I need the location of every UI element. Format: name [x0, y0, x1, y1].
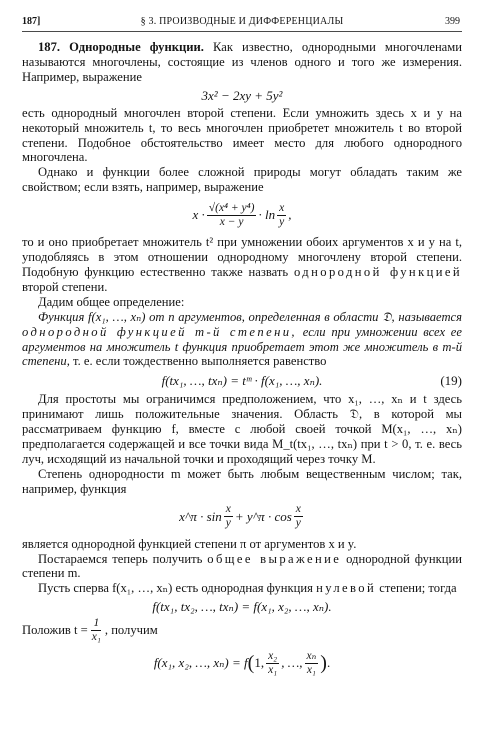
section-number: 187. — [38, 40, 61, 54]
header-chapter-title: § 3. ПРОИЗВОДНЫЕ И ДИФФЕРЕНЦИАЛЫ — [140, 16, 344, 27]
formula-root-prefix: x · — [192, 207, 205, 223]
formula-root-expression — [22, 195, 462, 235]
fraction-last-2-numerator: xₙ — [306, 649, 317, 662]
fraction-pi-2-denominator: y — [295, 517, 301, 530]
formula-last-part-b: 1, — [254, 655, 265, 671]
intro-text: Как известно, однородными многочленами называются многочлены, состоящие из членов одного и того же измерения. Например, выражение — [22, 40, 462, 84]
fraction-pi-1 — [224, 503, 233, 530]
formula-19-number: (19) — [440, 373, 462, 389]
try-text-a: Постараемся теперь получить — [38, 551, 203, 566]
formula-polynomial: 3x² − 2xy + 5y² — [201, 87, 283, 103]
fraction-last-1 — [266, 650, 279, 677]
fraction-root-denominator: x − y — [219, 215, 244, 228]
running-header — [22, 13, 462, 32]
page-body — [22, 40, 462, 683]
then-text-a: то и оно приобретает множитель t² при умножении обоих аргументов x и y на t, уподобляясь в этом отношении однородному многочлену второй степени. Подобную функцию естественно также назвать — [22, 235, 462, 279]
first-text-b: степени; тогда — [379, 581, 457, 596]
try-spaced-term: общее выражение — [207, 551, 342, 566]
paragraph-intro — [22, 40, 462, 85]
paragraph-degree: Степень однородности m может быть любым вещественным числом; так, например, функция — [22, 466, 462, 496]
paragraph-definition — [22, 310, 462, 370]
fraction-pi-2-numerator: x — [295, 503, 301, 516]
try-text-b: однородной функции степени m. — [22, 551, 463, 581]
fraction-pi-1-denominator: y — [225, 517, 231, 530]
paragraph-first — [22, 581, 462, 596]
paragraph-simplicity: Для простоты мы ограничимся предположением, что x₁, …, xₙ и t здесь принимают лишь положительные значения. Область 𝔇, в которой мы рассматриваем функцию f, вместе с любой своей точкой M(x₁, …, xₙ) предполагается содержащей и все точки вида M_t(tx₁, …, txₙ) при t > 0, т. е. весь луч, исходящий из начальной точки и проходящий через точку M. — [22, 392, 462, 466]
formula-pi-part-b: + y^π · cos — [234, 508, 292, 524]
formula-root-comma: , — [288, 207, 292, 223]
formula-last-end: . — [326, 655, 331, 671]
paragraph-complex: Однако и функции более сложной природы могут обладать таким же свойством; если взять, например, выражение — [22, 165, 462, 195]
definition-text-a: Функция f(x₁, …, xₙ) от n аргументов, определенная в области 𝔇, называется — [38, 309, 462, 324]
fraction-pi-1-numerator: x — [225, 503, 231, 516]
formula-zero-degree: f(tx₁, tx₂, …, txₙ) = f(x₁, x₂, …, xₙ). — [152, 599, 332, 615]
first-spaced-term: нулевой — [316, 581, 377, 596]
formula-pi — [22, 497, 462, 537]
first-text-a: Пусть сперва f(x₁, …, xₙ) есть однородная функция — [38, 581, 313, 596]
fraction-one-denominator: x₁ — [91, 630, 101, 643]
section-title: Однородные функции. — [69, 40, 204, 54]
paragraph-pi: является однородной функцией степени π от аргументов x и y. — [22, 536, 357, 551]
fraction-ln-denominator: y — [279, 215, 285, 228]
definition-spaced-term: однородной функцией m-й степени, — [22, 324, 297, 339]
then-text-b: второй степени. — [22, 279, 108, 294]
put-text-a: Положив t = — [22, 622, 88, 637]
fraction-pi-2 — [294, 503, 303, 530]
fraction-last-2 — [305, 650, 319, 677]
fraction-one-over-x1 — [90, 617, 103, 644]
fraction-ln-numerator: x — [279, 201, 285, 214]
formula-pi-part-a: x^π · sin — [179, 508, 222, 524]
fraction-last-2-denominator: x₁ — [306, 663, 316, 676]
fraction-ln — [277, 202, 286, 229]
definition-text-c: т. е. если тождественно выполняется равенство — [73, 354, 327, 369]
formula-19 — [22, 369, 462, 392]
paragraph-put — [22, 617, 462, 643]
paragraph-definition-intro: Дадим общее определение: — [38, 294, 185, 309]
then-spaced-term: однородной функцией — [293, 264, 463, 279]
paragraph-then — [22, 235, 462, 295]
header-section-ref: 187] — [22, 16, 41, 27]
formula-root-ln: · ln — [258, 207, 276, 223]
formula-last-part-a: f(x₁, x₂, …, xₙ) = f — [153, 655, 248, 671]
formula-last: f(x₁, x₂, …, xₙ) = f ( 1, $\frac{\text{x₂}}{\text{x₁}}$ , …, $\frac{\text{xₙ}}{\text{x₁}}$ ) . — [153, 649, 331, 676]
fraction-root — [207, 202, 257, 229]
fraction-last-1-numerator: x₂ — [268, 649, 278, 662]
paragraph-try — [22, 552, 462, 582]
fraction-last-1-denominator: x₁ — [268, 663, 278, 676]
formula-last-part-c: , …, — [281, 655, 303, 671]
definition-text-b: если при умножении всех ее аргументов на множитель t функция приобретает этот же множитель в m-й степени, — [22, 324, 462, 369]
formula-19-body: f(tx₁, …, txₙ) = tᵐ · f(x₁, …, xₙ). — [161, 373, 323, 389]
fraction-one-numerator: 1 — [93, 616, 100, 629]
put-text-b: , получим — [104, 622, 158, 637]
fraction-root-numerator: √(x⁴ + y⁴) — [208, 201, 255, 214]
page-number: 399 — [445, 16, 460, 27]
paragraph-homogeneous-poly: есть однородный многочлен второй степени. Если умножить здесь x и y на некоторый множитель t, то весь многочлен приобретет множитель t во второй степени. Подобное обстоятельство имеет место для любого однородного многочлена. — [22, 105, 462, 165]
